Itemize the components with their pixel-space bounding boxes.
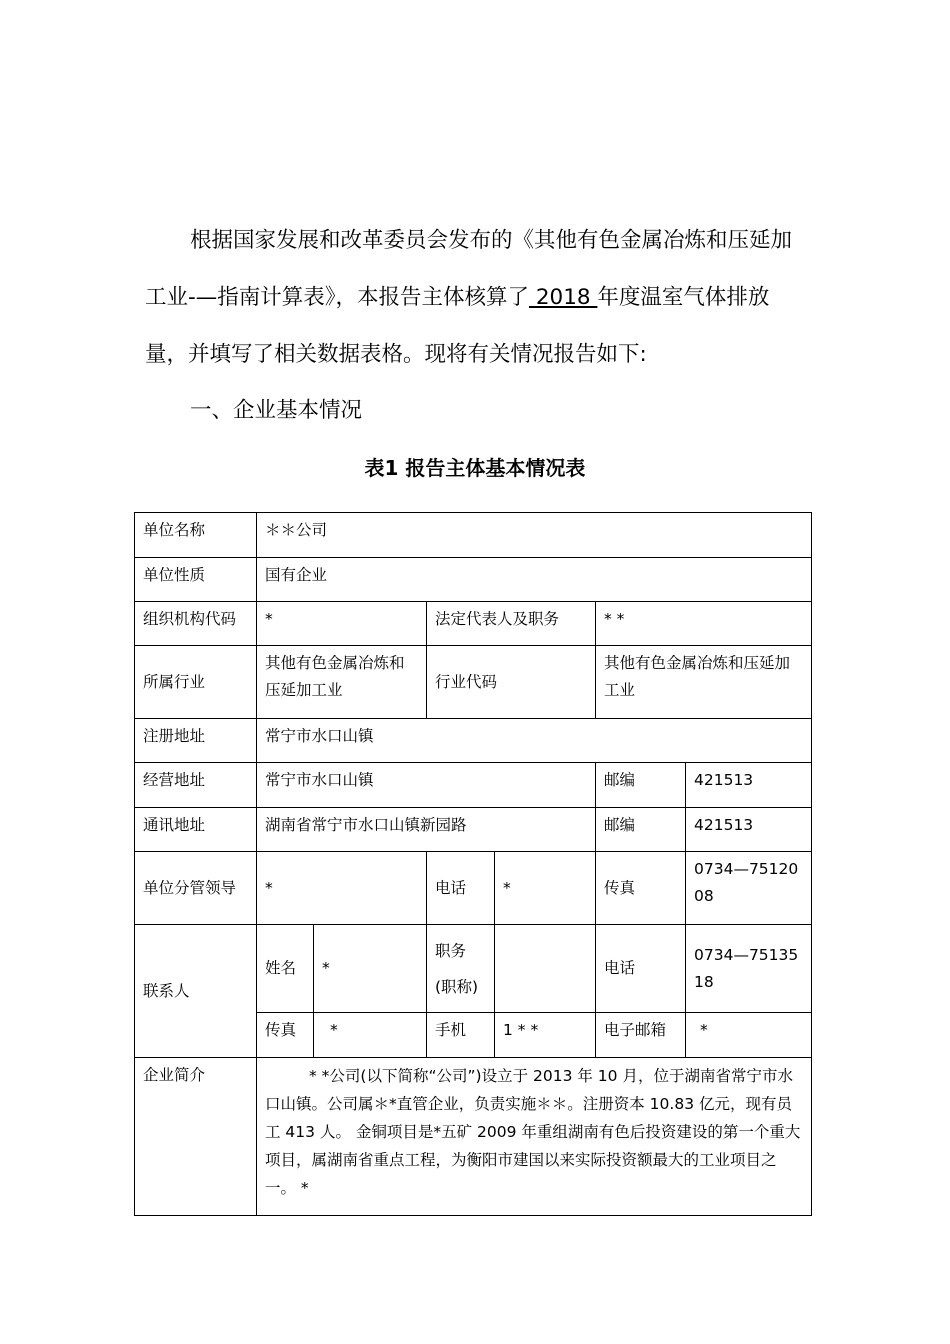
- contact-name-value: *: [314, 925, 427, 1013]
- mail-address-value: 湖南省常宁市水口山镇新园路: [257, 808, 596, 852]
- contact-mobile-value: 1 * *: [495, 1013, 596, 1058]
- mail-address-label: 通讯地址: [135, 808, 257, 852]
- leader-value: *: [257, 852, 427, 925]
- unit-nature-label: 单位性质: [135, 558, 257, 602]
- row-mail-address: [135, 808, 812, 852]
- row-unit-name: [135, 513, 812, 558]
- position-label-line-1: 职务: [435, 941, 467, 960]
- biz-address-label: 经营地址: [135, 763, 257, 808]
- reg-address-label: 注册地址: [135, 719, 257, 763]
- industry-code-label: 行业代码: [427, 646, 596, 719]
- postcode-label-1: 邮编: [596, 763, 686, 808]
- unit-name-value: ＊＊公司: [257, 513, 812, 558]
- contact-fax-value: *: [314, 1013, 427, 1058]
- contact-email-value: *: [686, 1013, 812, 1058]
- row-industry: [135, 646, 812, 719]
- org-code-value: *: [257, 602, 427, 646]
- contact-name-label: 姓名: [257, 925, 314, 1013]
- contact-label: 联系人: [135, 925, 257, 1058]
- contact-position-value: [495, 925, 596, 1013]
- org-code-label: 组织机构代码: [135, 602, 257, 646]
- unit-name-label: 单位名称: [135, 513, 257, 558]
- report-year: 2018: [529, 285, 598, 310]
- leader-label: 单位分管领导: [135, 852, 257, 925]
- row-profile: [135, 1058, 812, 1216]
- intro-text-before: 根据国家发展和改革委员会发布的《其他有色金属冶炼和压延加工业-—指南计算表》，本报告主体核算了: [145, 228, 793, 310]
- contact-phone-label: 电话: [596, 925, 686, 1013]
- intro-paragraph: [145, 212, 810, 383]
- industry-label: 所属行业: [135, 646, 257, 719]
- reg-address-value: 常宁市水口山镇: [257, 719, 812, 763]
- postcode-label-2: 邮编: [596, 808, 686, 852]
- biz-address-value: 常宁市水口山镇: [257, 763, 596, 808]
- section-heading: 一、企业基本情况: [190, 398, 363, 423]
- row-contact-1: [135, 925, 812, 1013]
- contact-email-label: 电子邮箱: [596, 1013, 686, 1058]
- intro-text-after: 年度温室气体排放量，并填写了相关数据表格。现将有关情况报告如下:: [145, 285, 770, 367]
- row-leader: [135, 852, 812, 925]
- contact-mobile-label: 手机: [427, 1013, 495, 1058]
- contact-phone-value: 0734—7513518: [686, 925, 812, 1013]
- postcode-value-2: 421513: [686, 808, 812, 852]
- legal-rep-label: 法定代表人及职务: [427, 602, 596, 646]
- industry-value: 其他有色金属冶炼和压延加工业: [257, 646, 427, 719]
- profile-text: * *公司(以下简称“公司”)设立于 2013 年 10 月，位于湖南省常宁市水口山镇。公司属＊*直管企业，负责实施＊＊。注册资本 10.83 亿元，现有员工 413 人。 金铜项目是*五矿 2009 年重组湖南有色后投资建设的第一个重大项目，属湖南省重点工程，为衡阳市建国以来实际投资额最大的工业项目之一。 *: [257, 1058, 812, 1216]
- row-biz-address: [135, 763, 812, 808]
- leader-phone-label: 电话: [427, 852, 495, 925]
- industry-code-value: 其他有色金属冶炼和压延加工业: [596, 646, 812, 719]
- legal-rep-value: * *: [596, 602, 812, 646]
- postcode-value-1: 421513: [686, 763, 812, 808]
- row-unit-nature: [135, 558, 812, 602]
- unit-nature-value: 国有企业: [257, 558, 812, 602]
- position-label-line-2: (职称): [435, 977, 479, 996]
- leader-phone-value: *: [495, 852, 596, 925]
- basic-info-table: [134, 512, 812, 1216]
- profile-label: 企业简介: [135, 1058, 257, 1216]
- contact-position-label: [427, 925, 495, 1013]
- table-caption: 表1 报告主体基本情况表: [364, 456, 586, 480]
- row-org-code: [135, 602, 812, 646]
- row-reg-address: [135, 719, 812, 763]
- fax-value: 0734—7512008: [686, 852, 812, 925]
- contact-fax-label: 传真: [257, 1013, 314, 1058]
- fax-label: 传真: [596, 852, 686, 925]
